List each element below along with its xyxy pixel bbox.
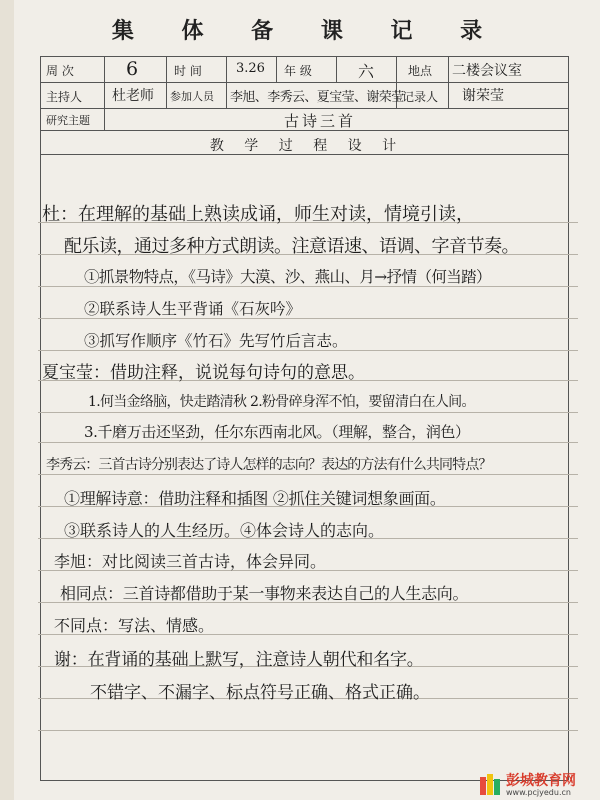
document-title: 集 体 备 课 记 录 [111,18,503,44]
lesson-record-page [14,0,600,800]
table-border [226,82,227,108]
table-border [276,56,277,82]
host-label: 主持人 [46,90,83,104]
note-line: 李旭：对比阅读三首古诗，体会异同。 [54,552,327,571]
note-line: ③联系诗人的人生经历。④体会诗人的志向。 [64,521,385,540]
books-icon [478,771,502,797]
topic-value: 古诗三首 [284,112,357,130]
note-line: 配乐读，通过多种方式朗读。注意语速、语调、字音节奏。 [64,236,519,257]
table-border [448,56,449,108]
ruled-line [38,474,578,475]
table-border [568,56,569,780]
watermark-url: www.pcjyedu.cn [506,788,571,797]
note-line: ②联系诗人生平背诵《石灰吟》 [84,300,302,318]
ruled-line [38,442,578,443]
note-line: 相同点：三首诗都借助于某一事物来表达自己的人生志向。 [60,584,469,603]
table-border [336,56,337,82]
watermark-name: 彭城教育网 [506,773,576,789]
recorder-value: 谢荣莹 [462,88,504,104]
time-label: 时 间 [174,64,202,78]
note-line: 1.何当金络脑，快走踏清秋 2.粉骨碎身浑不怕，要留清白在人间。 [88,394,475,410]
week-value: 6 [126,58,139,80]
time-value: 3.26 [236,61,265,76]
table-border [40,108,568,109]
note-line: 3.千磨万击还坚劲，任尔东西南北风。（理解，整合，润色） [84,423,470,441]
topic-label: 研究主题 [46,114,90,127]
note-line: ①理解诗意：借助注释和插图 ②抓住关键词想象画面。 [64,489,446,508]
site-watermark [478,768,600,800]
grade-label: 年 级 [284,64,312,78]
note-line: ③抓写作顺序《竹石》先写竹后言志。 [84,332,348,350]
table-border [40,56,41,780]
table-border [166,56,167,108]
ruled-line [38,730,578,731]
participants-label: 参加人员 [170,90,214,103]
note-line: ①抓景物特点，《马诗》大漠、沙、燕山、月→抒情（何当踏） [84,268,491,286]
ruled-line [38,412,578,413]
note-line: 李秀云：三首古诗分别表达了诗人怎样的志向？表达的方法有什么共同特点？ [46,457,492,473]
table-border [40,82,568,83]
recorder-label: 记录人 [402,90,439,104]
note-line: 杜：在理解的基础上熟读成诵，师生对读，情境引读， [42,204,474,225]
place-value: 二楼会议室 [452,63,522,79]
note-line: 夏宝莹：借助注释，说说每句诗句的意思。 [42,363,365,383]
note-line: 不错字、不漏字、标点符号正确、格式正确。 [90,683,430,703]
table-border [104,56,105,130]
host-value: 杜老师 [112,88,154,104]
grade-value: 六 [358,62,375,81]
table-border [226,56,227,82]
table-border [40,56,568,57]
place-label: 地点 [408,64,433,78]
note-line: 不同点：写法、情感。 [54,616,215,635]
week-label: 周 次 [46,64,74,78]
participants-value: 李旭、李秀云、夏宝莹、谢荣莹 [230,90,404,105]
note-line: 谢：在背诵的基础上默写，注意诗人朝代和名字。 [54,650,424,670]
process-title: 教 学 过 程 设 计 [209,138,405,154]
